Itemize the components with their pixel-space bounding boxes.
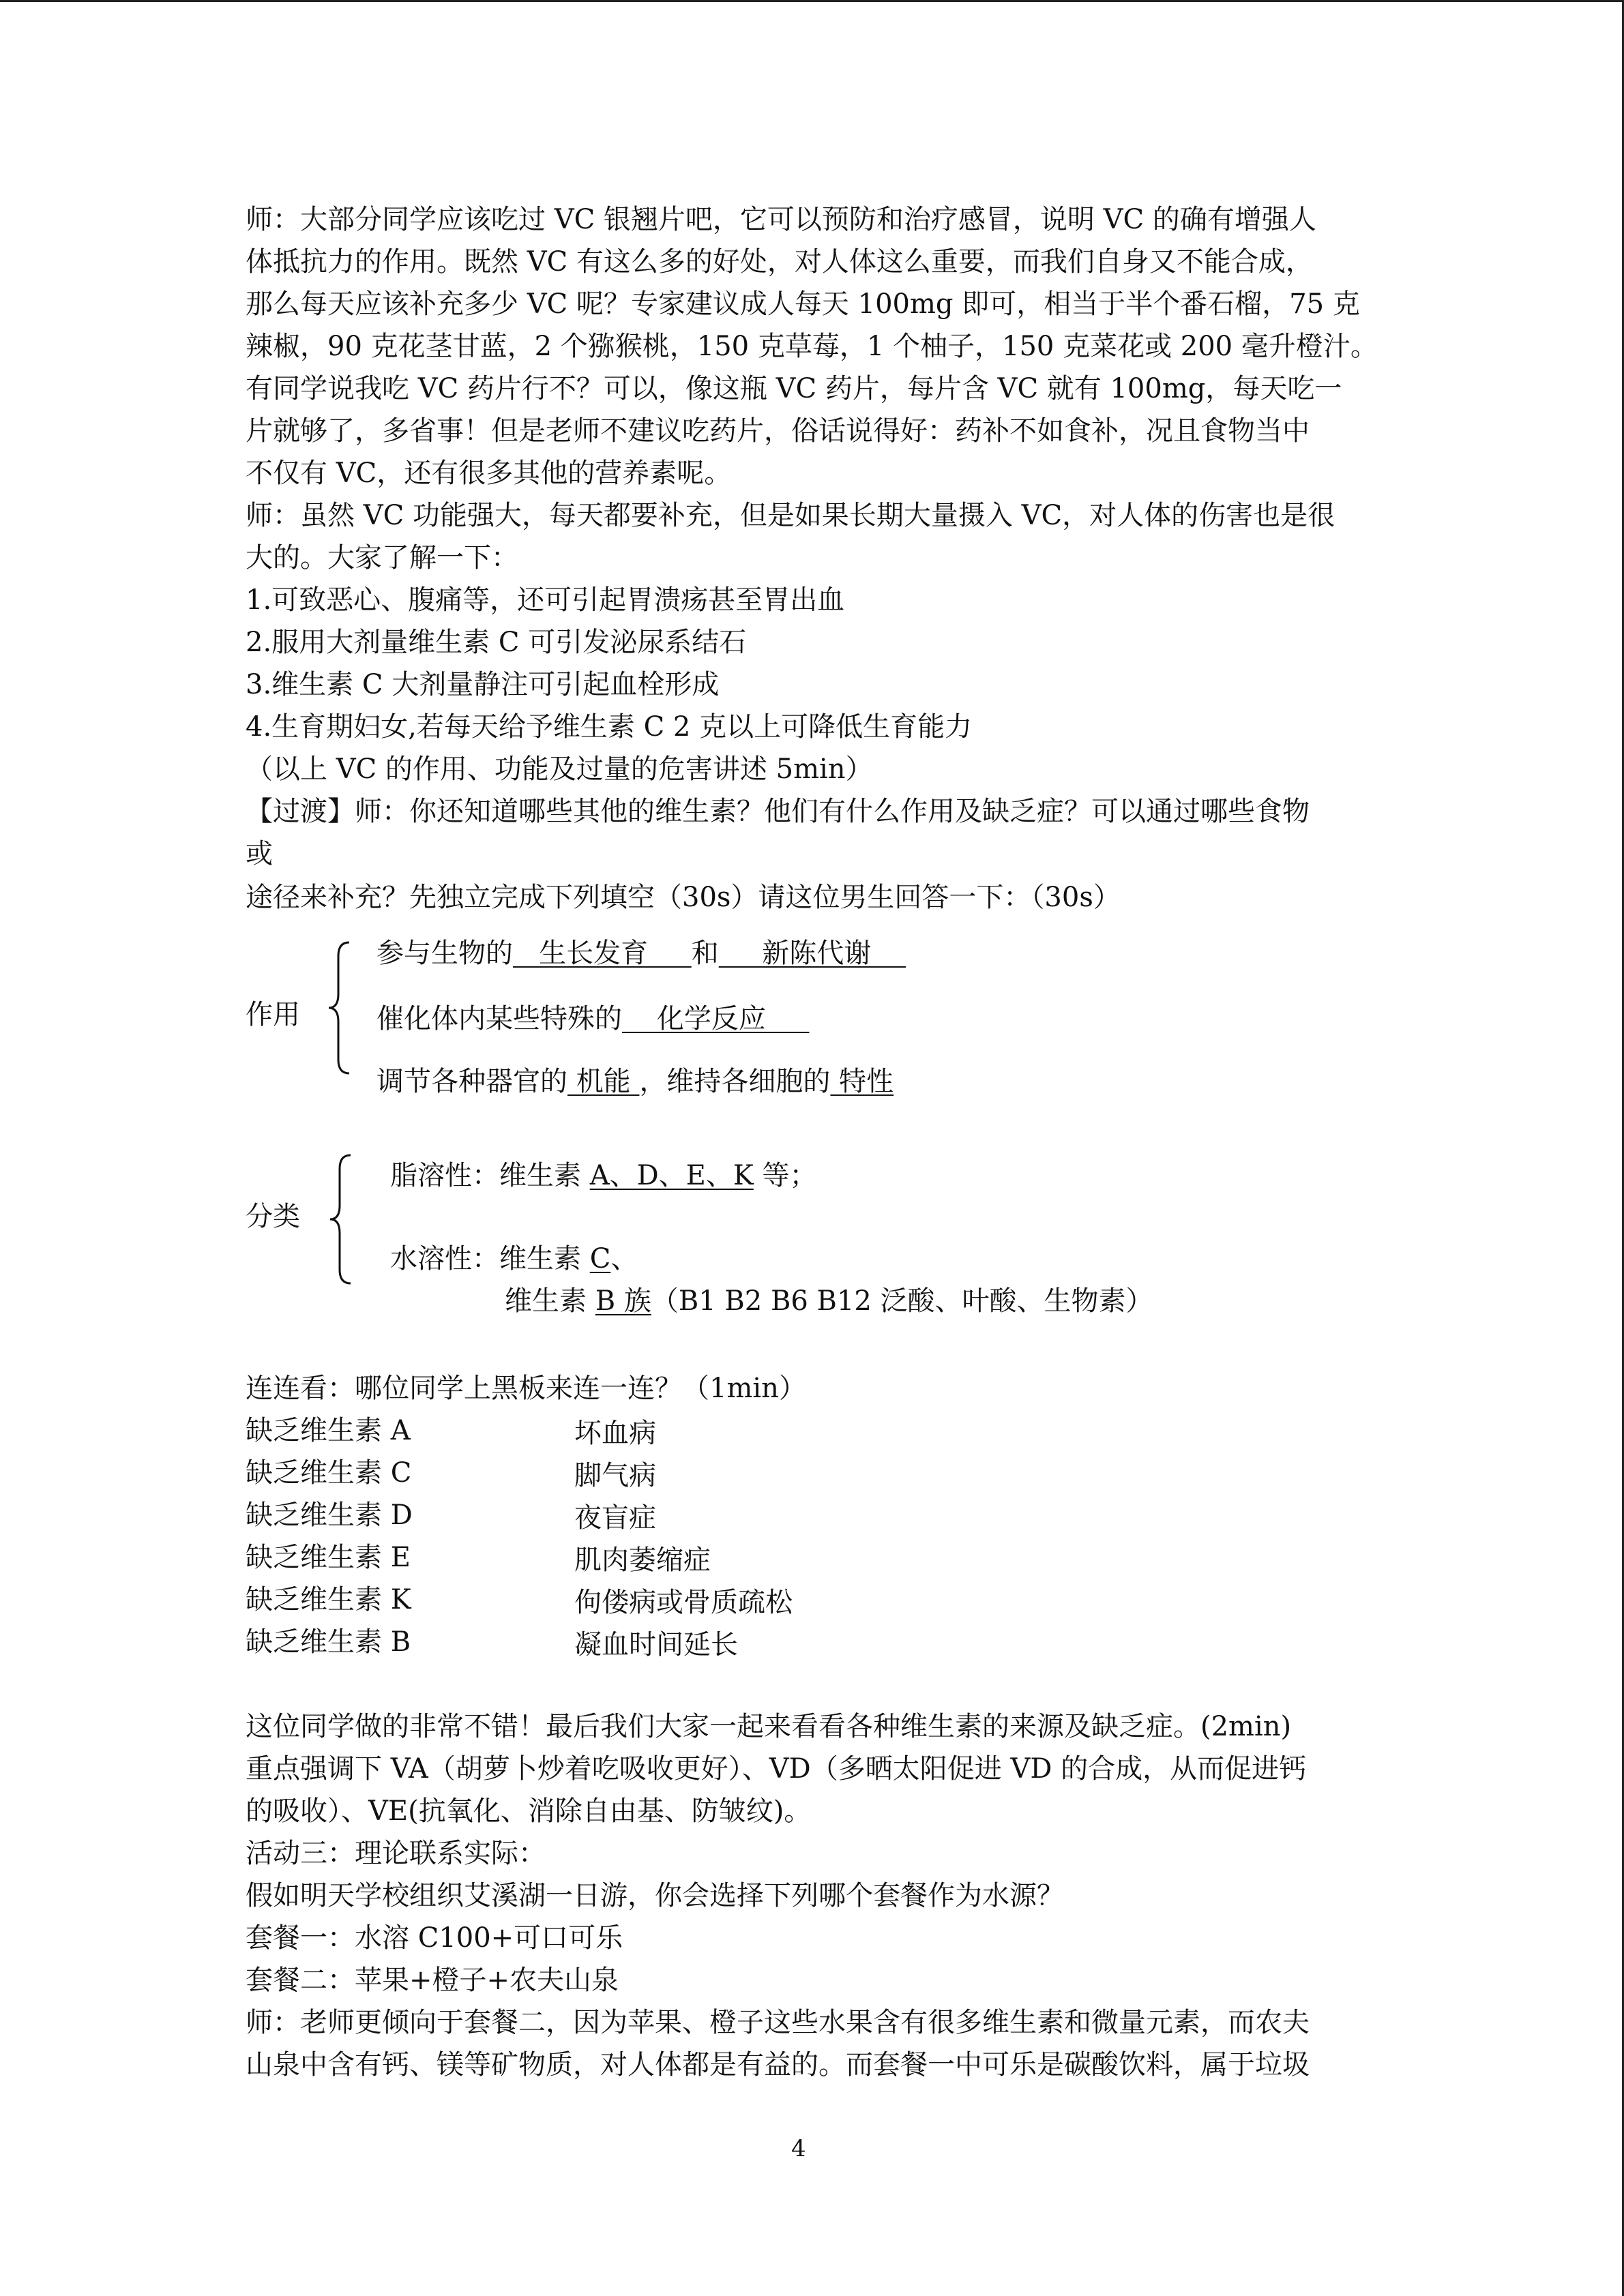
matching-right-item: 坏血病 <box>574 1418 656 1449</box>
blank-metabolism: 新陈代谢 <box>718 938 906 969</box>
function-label: 作用 <box>246 999 300 1030</box>
text-line: 那么每天应该补充多少 VC 呢？专家建议成人每天 100mg 即可，相当于半个番石榴，75 克 <box>246 288 1360 320</box>
option-two: 套餐二：苹果+橙子+农夫山泉 <box>246 1965 619 1996</box>
time-note: （以上 VC 的作用、功能及过量的危害讲述 5min） <box>246 754 873 785</box>
matching-title: 连连看：哪位同学上黑板来连一连？（1min） <box>246 1373 806 1404</box>
activity-title: 活动三：理论联系实际： <box>246 1838 546 1869</box>
page-number: 4 <box>791 2135 806 2162</box>
function-row-3: 调节各种器官的 机能 ，维持各细胞的 特性 <box>377 1066 894 1097</box>
text-line: 大的。大家了解一下： <box>246 542 518 573</box>
text-line: 师：老师更倾向于套餐二，因为苹果、橙子这些水果含有很多维生素和微量元素，而农夫 <box>246 2007 1310 2038</box>
matching-left-item: 缺乏维生素 K <box>246 1584 411 1615</box>
matching-left-item: 缺乏维生素 A <box>246 1415 411 1446</box>
fat-soluble-row: 脂溶性：维生素 A、D、E、K 等； <box>390 1160 817 1191</box>
activity-question: 假如明天学校组织艾溪湖一日游，你会选择下列哪个套餐作为水源？ <box>246 1880 1064 1911</box>
text-line: 师：大部分同学应该吃过 VC 银翘片吧，它可以预防和治疗感冒，说明 VC 的确有增强人 <box>246 204 1316 235</box>
blank-b-group: B 族 <box>595 1285 651 1317</box>
text-line: 师：虽然 VC 功能强大，每天都要补充，但是如果长期大量摄入 VC，对人体的伤害也是很 <box>246 500 1335 531</box>
blank-function: 机能 <box>567 1066 640 1097</box>
text-line: 这位同学做的非常不错！最后我们大家一起来看看各种维生素的来源及缺乏症。(2min) <box>246 1711 1292 1742</box>
page-frame-top <box>0 0 1624 2</box>
text-line: 山泉中含有钙、镁等矿物质，对人体都是有益的。而套餐一中可乐是碳酸饮料，属于垃圾 <box>246 2049 1310 2081</box>
matching-right-item: 佝偻病或骨质疏松 <box>574 1587 793 1618</box>
function-row-1: 参与生物的 生长发育 和 新陈代谢 <box>377 938 906 969</box>
text-line: 重点强调下 VA（胡萝卜炒着吃吸收更好）、VD（多晒太阳促进 VD 的合成，从而促进钙 <box>246 1753 1307 1785</box>
matching-left-item: 缺乏维生素 B <box>246 1626 411 1658</box>
blank-fat-soluble: A、D、E、K <box>589 1160 754 1191</box>
classification-label: 分类 <box>246 1201 300 1232</box>
matching-right-item: 脚气病 <box>574 1460 656 1491</box>
blank-chemical-reaction: 化学反应 <box>622 1003 810 1034</box>
matching-left-item: 缺乏维生素 C <box>246 1457 412 1489</box>
list-item: 3.维生素 C 大剂量静注可引起血栓形成 <box>246 669 720 700</box>
function-brace <box>326 940 353 1076</box>
list-item: 1.可致恶心、腹痛等，还可引起胃溃疡甚至胃出血 <box>246 584 845 616</box>
matching-right-item: 凝血时间延长 <box>574 1629 738 1660</box>
blank-growth: 生长发育 <box>513 938 692 969</box>
text-line: 体抵抗力的作用。既然 VC 有这么多的好处，对人体这么重要，而我们自身又不能合成， <box>246 246 1313 278</box>
matching-right-item: 肌肉萎缩症 <box>574 1545 711 1576</box>
text-line: 辣椒，90 克花茎甘蓝，2 个猕猴桃，150 克草莓，1 个柚子，150 克菜花或 200 毫升橙汁。 <box>246 331 1378 362</box>
matching-left-item: 缺乏维生素 D <box>246 1500 413 1531</box>
classification-brace <box>327 1152 355 1286</box>
blank-property: 特性 <box>830 1066 894 1097</box>
text-line: 的吸收）、VE(抗氧化、消除自由基、防皱纹)。 <box>246 1795 812 1827</box>
matching-left-item: 缺乏维生素 E <box>246 1542 411 1573</box>
blank-water-soluble: C <box>589 1243 611 1274</box>
text-line: 不仅有 VC，还有很多其他的营养素呢。 <box>246 458 732 489</box>
function-row-2: 催化体内某些特殊的 化学反应 <box>377 1003 810 1034</box>
list-item: 2.服用大剂量维生素 C 可引发泌尿系结石 <box>246 627 747 658</box>
option-one: 套餐一：水溶 C100+可口可乐 <box>246 1922 623 1954</box>
list-item: 4.生育期妇女,若每天给予维生素 C 2 克以上可降低生育能力 <box>246 711 973 743</box>
matching-right-item: 夜盲症 <box>574 1502 656 1534</box>
text-line: 有同学说我吃 VC 药片行不？可以，像这瓶 VC 药片，每片含 VC 就有 100mg，每天吃一 <box>246 373 1342 404</box>
text-line: 途径来补充？先独立完成下列填空（30s）请这位男生回答一下：（30s） <box>246 882 1121 913</box>
b-group-row: 维生素 B 族（B1 B2 B6 B12 泛酸、叶酸、生物素） <box>505 1285 1153 1317</box>
text-line: 片就够了，多省事！但是老师不建议吃药片，俗话说得好：药补不如食补，况且食物当中 <box>246 415 1310 447</box>
text-line: 【过渡】师：你还知道哪些其他的维生素？他们有什么作用及缺乏症？可以通过哪些食物 <box>246 796 1310 827</box>
water-soluble-row: 水溶性：维生素 C、 <box>390 1243 638 1274</box>
text-line: 或 <box>246 838 273 869</box>
